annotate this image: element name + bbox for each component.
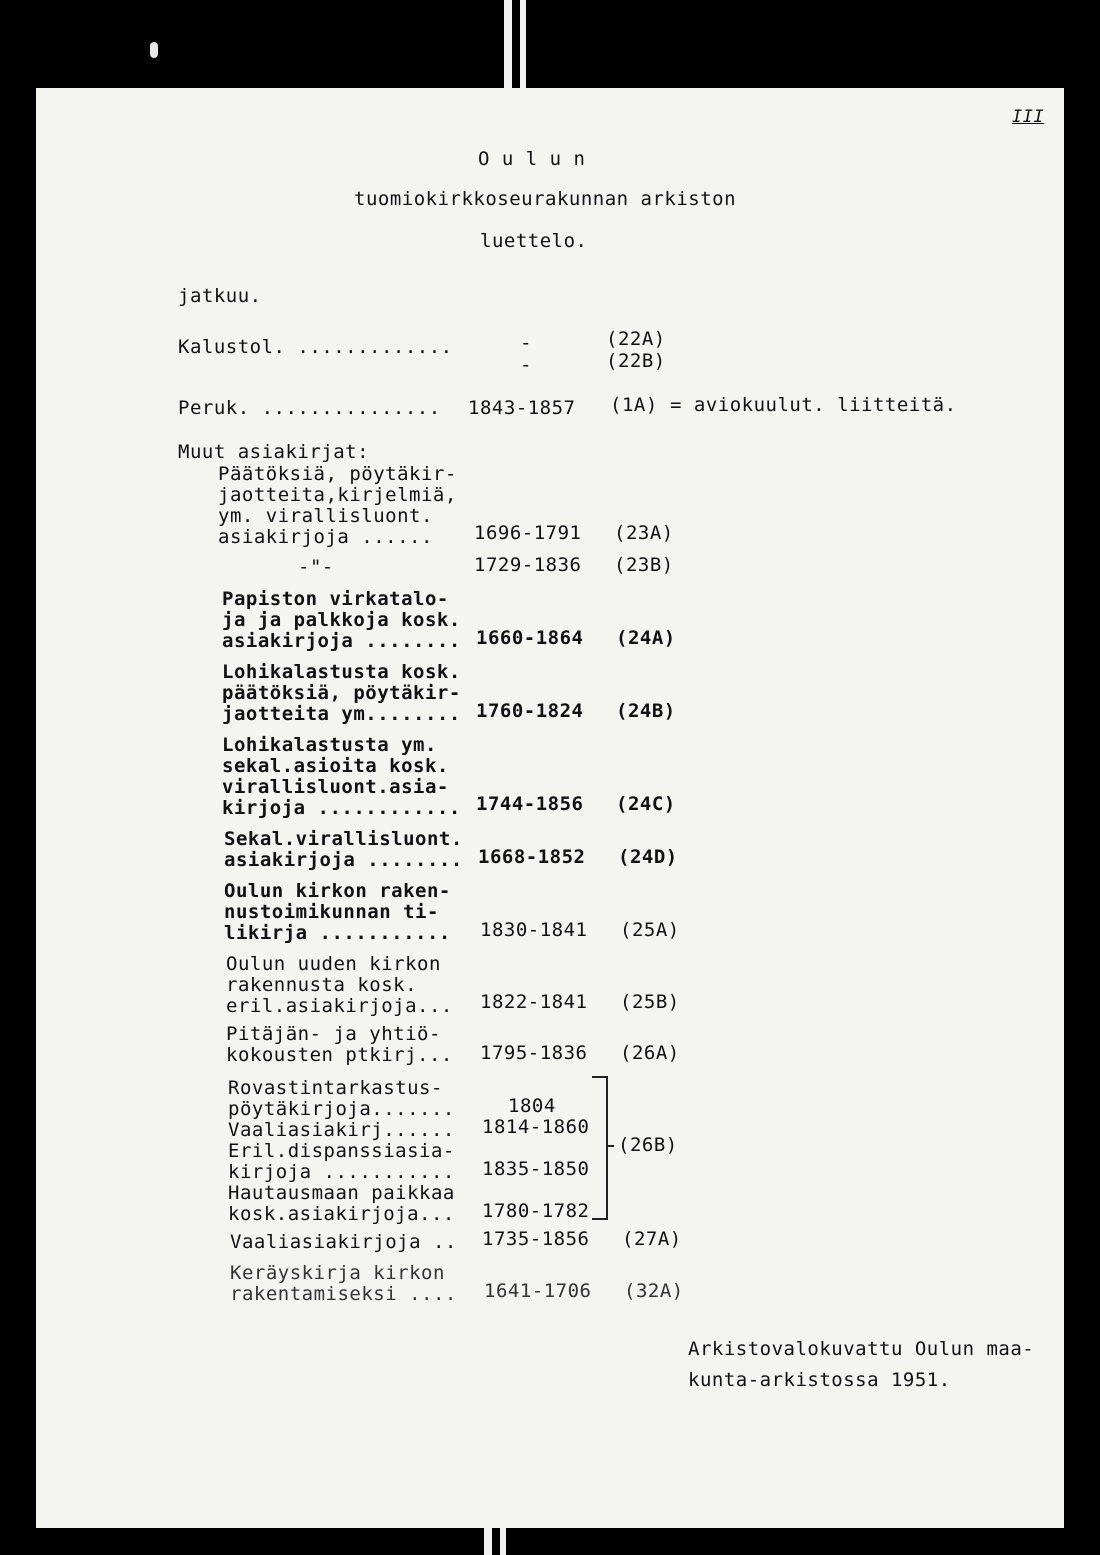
entry-line: Vaaliasiakirjoja ..	[230, 1231, 457, 1253]
entry-line: jaotteita,kirjelmiä,	[218, 484, 457, 506]
entry-code: (32A)	[624, 1280, 684, 1302]
group-years: 1804	[508, 1095, 556, 1117]
entry-code: (23A)	[614, 522, 674, 544]
entry-code: (23B)	[614, 554, 674, 576]
document-title: O u l u n	[478, 148, 586, 170]
entry-years: 1795-1836	[480, 1042, 588, 1064]
group-brace	[592, 1076, 608, 1220]
group-years: 1814-1860	[482, 1116, 590, 1138]
entry-years: 1822-1841	[480, 991, 588, 1013]
entry-line: päätöksiä, pöytäkir-	[222, 682, 461, 704]
group-brace-tick	[606, 1145, 614, 1147]
entry-line: likirja ...........	[224, 922, 451, 944]
group-line: kosk.asiakirjoja...	[228, 1203, 455, 1225]
entry-years: 1760-1824	[476, 700, 584, 722]
film-bar-bottom-left	[484, 1528, 492, 1555]
entry-line: sekal.asioita kosk.	[222, 755, 449, 777]
page-mark: III	[1012, 107, 1045, 127]
entry-code: (24D)	[618, 846, 678, 868]
entry-line: Pitäjän- ja yhtiö-	[226, 1023, 441, 1045]
entry-years: 1735-1856	[482, 1228, 590, 1250]
entry-line: Lohikalastusta kosk.	[222, 661, 461, 683]
peruk-code: (1A)	[610, 394, 658, 416]
entry-line: virallisluont.asia-	[222, 776, 449, 798]
peruk-years: 1843-1857	[468, 397, 576, 419]
entry-years: 1696-1791	[474, 522, 582, 544]
continued-label: jatkuu.	[178, 285, 262, 307]
entry-code: (24B)	[616, 700, 676, 722]
kalustol-dash-1: -	[520, 332, 532, 354]
entry-code: (26A)	[620, 1042, 680, 1064]
entry-line: jaotteita ym........	[222, 703, 461, 725]
group-years: 1835-1850	[482, 1158, 590, 1180]
entry-line: Sekal.virallisluont.	[224, 828, 463, 850]
entry-line: Oulun kirkon raken-	[224, 880, 451, 902]
entry-line: Oulun uuden kirkon	[226, 953, 441, 975]
entry-line: Lohikalastusta ym.	[222, 734, 437, 756]
group-line: Eril.dispanssiasia-	[228, 1140, 455, 1162]
entry-line: -"-	[298, 556, 334, 578]
entry-line: rakentamiseksi ....	[230, 1283, 457, 1305]
group-line: pöytäkirjoja.......	[228, 1098, 455, 1120]
kalustol-dash-2: -	[520, 354, 532, 376]
footer-line-2: kunta-arkistossa 1951.	[688, 1369, 951, 1391]
kalustol-label: Kalustol. .............	[178, 336, 453, 358]
entry-line: Keräyskirja kirkon	[230, 1262, 445, 1284]
entry-line: eril.asiakirjoja...	[226, 995, 453, 1017]
group-code: (26B)	[618, 1134, 678, 1156]
document-subtitle: tuomiokirkkoseurakunnan arkiston	[354, 188, 737, 210]
muut-heading: Muut asiakirjat:	[178, 441, 370, 463]
entry-code: (24A)	[616, 627, 676, 649]
film-bar-top-right	[520, 0, 526, 88]
entry-line: asiakirjoja ........	[224, 849, 463, 871]
entry-years: 1729-1836	[474, 554, 582, 576]
entry-code: (27A)	[622, 1228, 682, 1250]
entry-years: 1641-1706	[484, 1280, 592, 1302]
entry-line: asiakirjoja ......	[218, 526, 433, 548]
entry-code: (24C)	[616, 793, 676, 815]
entry-line: kirjoja ............	[222, 797, 461, 819]
entry-line: Päätöksiä, pöytäkir-	[218, 463, 457, 485]
document-page	[36, 88, 1064, 1528]
entry-line: nustoimikunnan ti-	[224, 901, 439, 923]
group-line: Hautausmaan paikkaa	[228, 1182, 455, 1204]
entry-years: 1668-1852	[478, 846, 586, 868]
peruk-note: = aviokuulut. liitteitä.	[670, 394, 957, 416]
entry-line: ym. virallisluont.	[218, 505, 433, 527]
group-line: Rovastintarkastus-	[228, 1077, 443, 1099]
entry-line: rakennusta kosk.	[226, 974, 418, 996]
entry-years: 1660-1864	[476, 627, 584, 649]
film-speck	[150, 42, 158, 58]
kalustol-code-1: (22A)	[606, 328, 666, 350]
group-years: 1780-1782	[482, 1200, 590, 1222]
film-bar-bottom-right	[500, 1528, 506, 1555]
peruk-label: Peruk. ...............	[178, 397, 441, 419]
entry-code: (25B)	[620, 991, 680, 1013]
entry-line: ja ja palkkoja kosk.	[222, 609, 461, 631]
document-subtitle-2: luettelo.	[480, 230, 588, 252]
entry-line: Papiston virkatalo-	[222, 588, 449, 610]
entry-years: 1744-1856	[476, 793, 584, 815]
group-line: Vaaliasiakirj......	[228, 1119, 455, 1141]
entry-years: 1830-1841	[480, 919, 588, 941]
kalustol-code-2: (22B)	[606, 350, 666, 372]
film-bar-top-left	[504, 0, 512, 88]
footer-line-1: Arkistovalokuvattu Oulun maa-	[688, 1338, 1035, 1360]
group-line: kirjoja ...........	[228, 1161, 455, 1183]
entry-line: asiakirjoja ........	[222, 630, 461, 652]
entry-line: kokousten ptkirj...	[226, 1044, 453, 1066]
entry-code: (25A)	[620, 919, 680, 941]
